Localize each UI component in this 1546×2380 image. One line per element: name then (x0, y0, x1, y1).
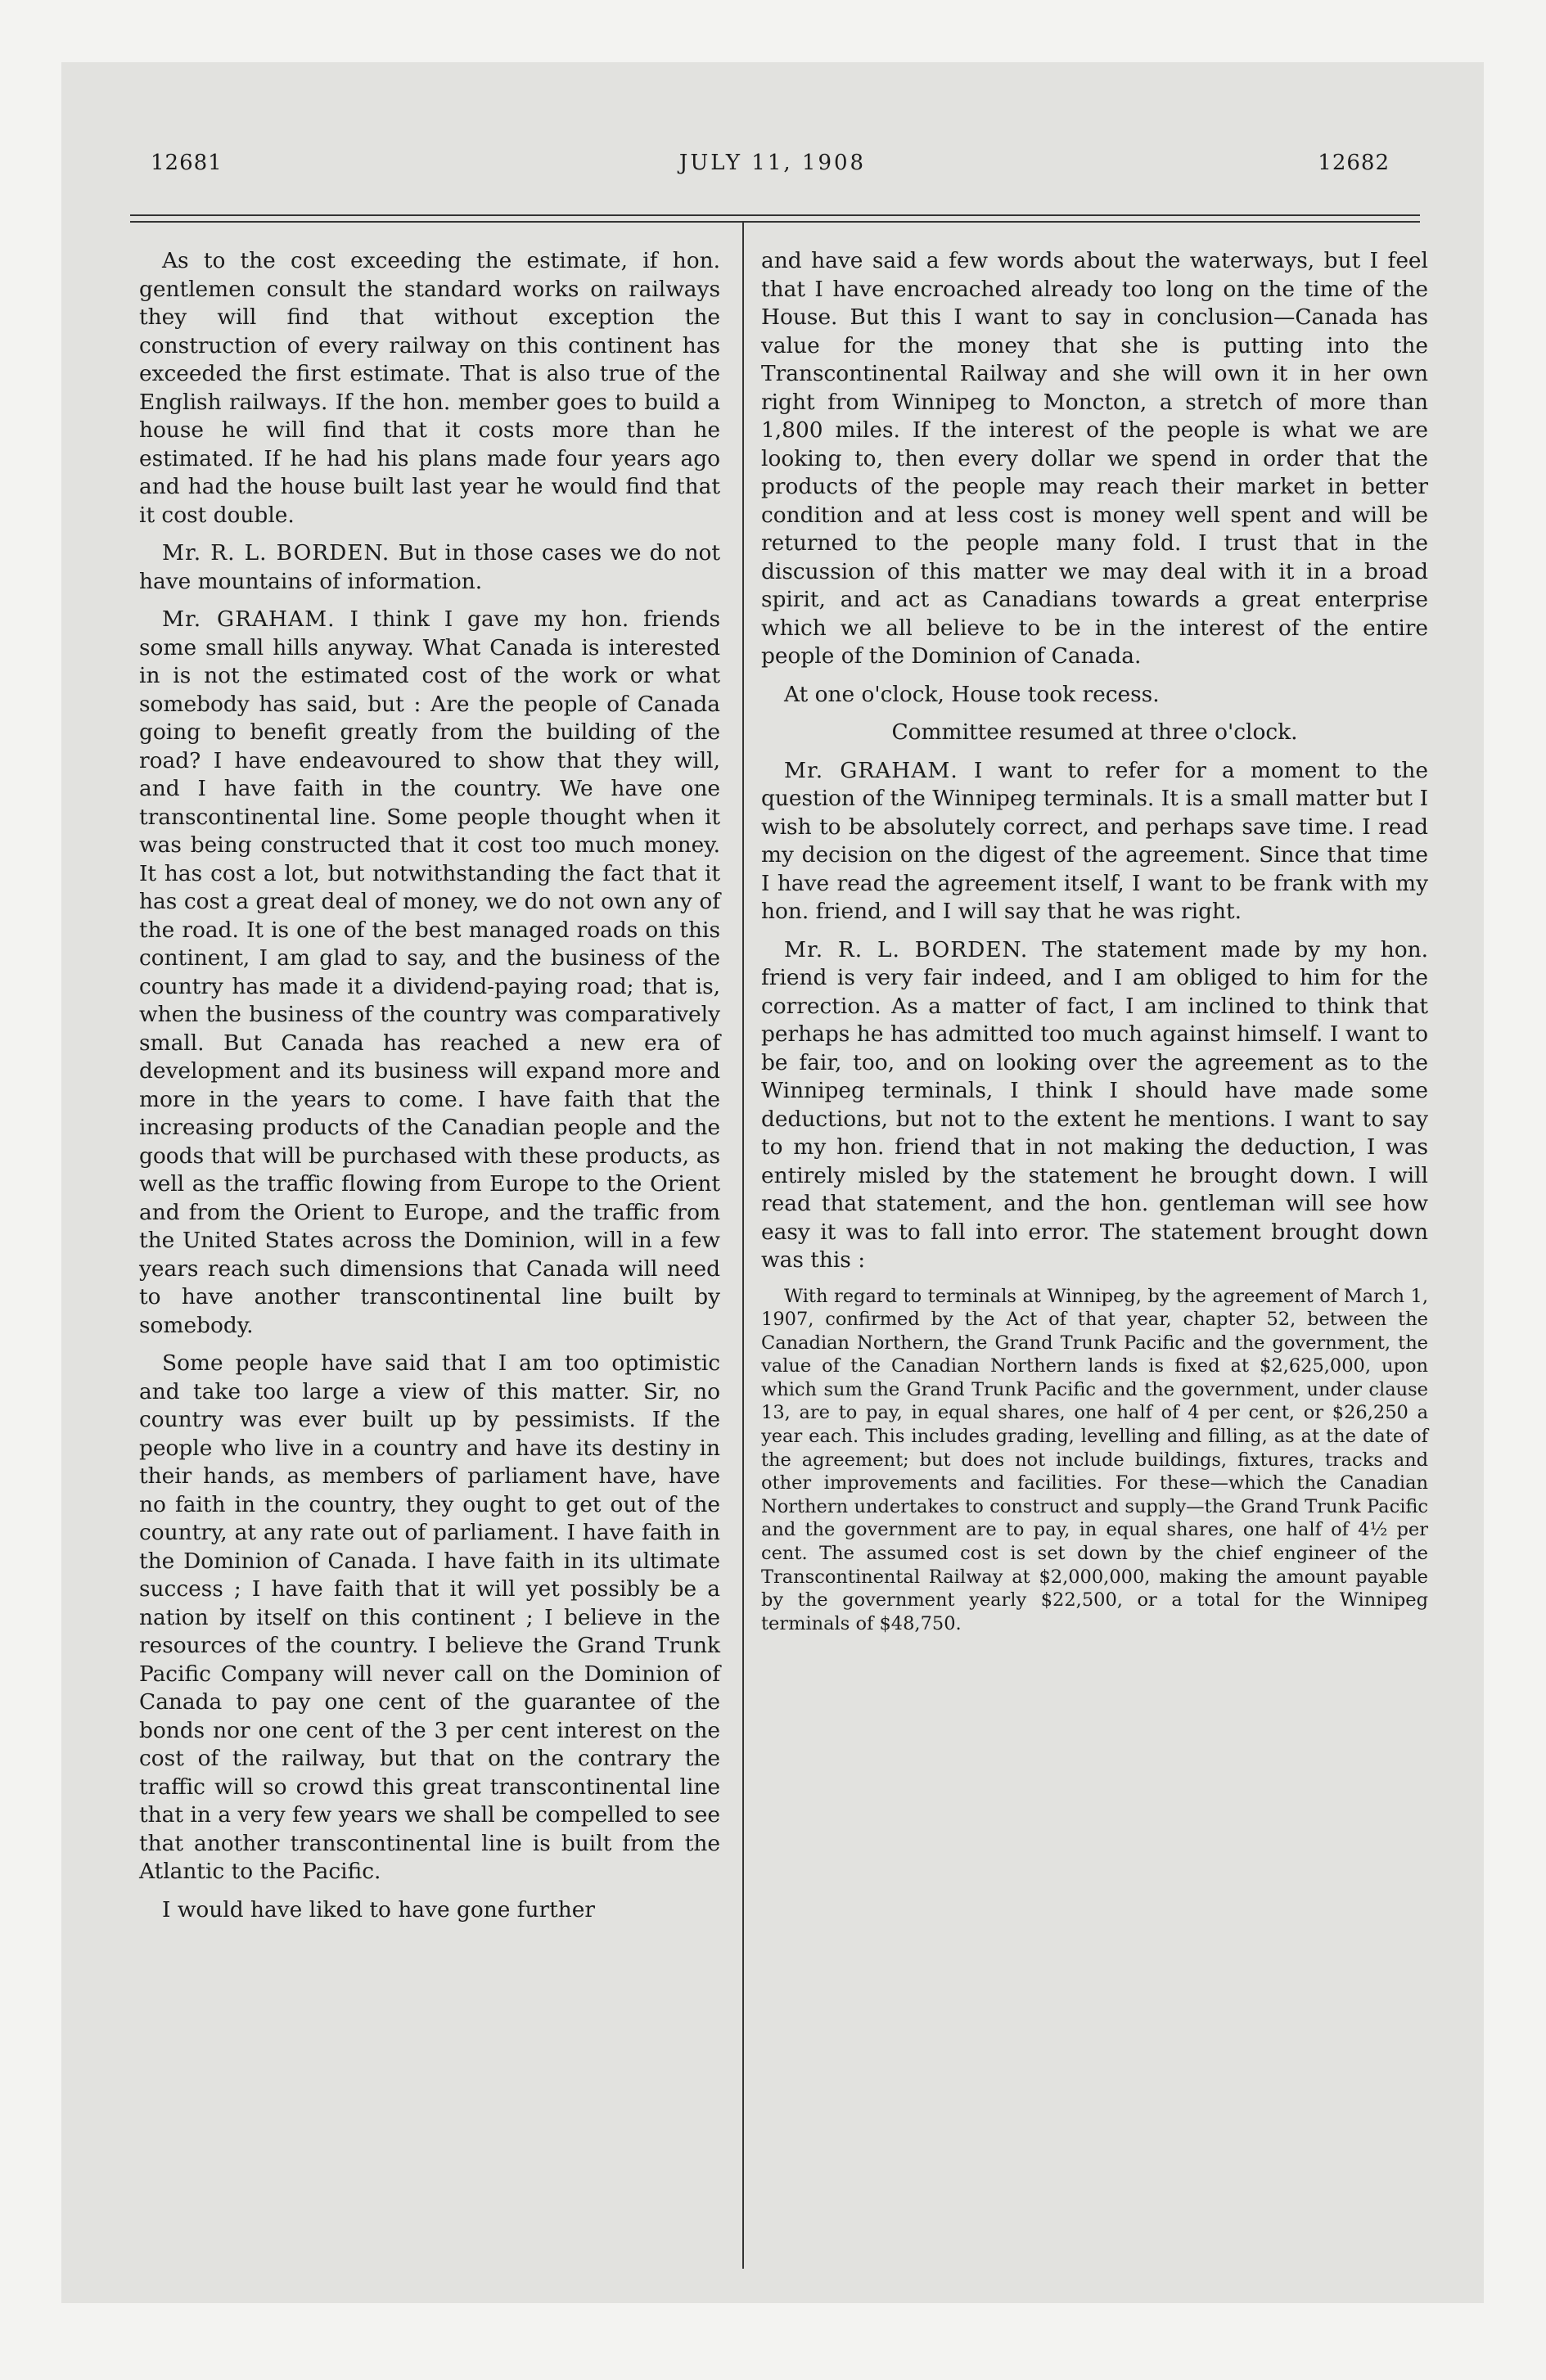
right-column (761, 247, 1428, 1645)
speech (139, 606, 720, 1340)
paragraph: Some people have said that I am too optimistic and take too large a view of this matter. Sir, no country was ever built up by pessimists. If the people who live in a country and have its destiny in their hands, as members of parliament have, have no faith in the country, they ought to get out of the country, at any rate out of parliament. I have faith in the Dominion of Canada. I have faith in its ultimate success ; I have faith that it will yet possibly be a nation by itself on this continent ; I believe in the resources of the country. I believe the Grand Trunk Pacific Company will never call on the Dominion of Canada to pay one cent of the guarantee of the bonds nor one cent of the 3 per cent interest on the cost of the railway, but that on the contrary the traffic will so crowd this great transcontinental line that in a very few years we shall be compelled to see that another transcontinental line is built from the Atlantic to the Pacific. (139, 1350, 720, 1884)
paragraph: and have said a few words about the waterways, but I feel that I have encroached already too long on the time of the House. But this I want to say in conclusion—Canada has value for the money that she is putting into the Transcontinental Railway and she will own it in her own right from Winnipeg to Moncton, a stretch of more than 1,800 miles. If the interest of the people is what we are looking to, then every dollar we spend in order that the products of the people may reach their market in better condition and at less cost is money well spent and will be returned to the people many fold. I trust that in the discussion of this matter we may deal with it in a broad spirit, and act as Canadians towards a great enterprise which we all believe to be in the interest of the entire people of the Dominion of Canada. (761, 248, 1428, 669)
speech (761, 936, 1428, 1275)
hansard-page (61, 62, 1484, 2303)
page-number-right: 12682 (1318, 151, 1390, 175)
page-header (61, 151, 1484, 183)
speech-text: I think I gave my hon. friends some small hills anyway. What Canada is interested in is not the estimated cost of the work or what somebody has said, but : Are the people of Canada going to benefit greatly from the building of the road? I have endeavoured to show that they will, and I have faith in the country. We have one transcontinental line. Some people thought when it was being constructed that it cost too much money. It has cost a lot, but notwithstanding the fact that it has cost a great deal of money, we do not own any of the road. It is one of the best managed roads on this continent, I am glad to say, and the business of the country has made it a dividend-paying road; that is, when the business of the country was comparatively small. But Canada has reached a new era of development and its business will expand more and more in the years to come. I have faith that the increasing products of the Canadian people and the goods that will be purchased with these products, as well as the traffic flowing from Europe to the Orient and from the Orient to Europe, and the traffic from the United States across the Dominion, will in a few years reach such dimensions that Canada will need to have another transcontinental line built by somebody. (139, 606, 721, 1338)
page-date: JULY 11, 1908 (678, 151, 867, 175)
speech-text: But in those cases we do not have mountains of information. (139, 540, 720, 594)
speaker-name: Mr. GRAHAM. (162, 606, 336, 632)
page-number-left: 12681 (151, 151, 223, 175)
column-divider (742, 223, 744, 2269)
speech-text: The statement made by my hon. friend is very fair indeed, and I am obliged to him for the correction. As a matter of fact, I am inclined to think that perhaps he has admitted too much against himself. I want to be fair, too, and on looking over the agreement as to the Winnipeg terminals, I think I should have made some deductions, but not to the extent he mentions. I want to say to my hon. friend that in not making the deduction, I was entirely misled by the statement he brought down. I will read that statement, and the hon. gentleman will see how easy it was to fall into error. The statement brought down was this : (761, 936, 1429, 1273)
speech (139, 539, 720, 596)
header-double-rule (130, 214, 1420, 223)
paragraph: I would have liked to have gone further (162, 1896, 595, 1922)
quoted-statement: With regard to terminals at Winnipeg, by the agreement of March 1, 1907, confirmed by the Act of that year, chapter 52, between the Canadian Northern, the Grand Trunk Pacific and the government, the value of the Canadian Northern lands is fixed at $2,625,000, upon which sum the Grand Trunk Pacific and the government, under clause 13, are to pay, in equal shares, one half of 4 per cent, or $26,250 a year each. This includes grading, levelling and filling, as at the date of the agreement; but does not include buildings, fixtures, tracks and other improvements and facilities. For these—which the Canadian Northern undertakes to construct and supply—the Grand Trunk Pacific and the government are to pay, in equal shares, one half of 4½ per cent. The assumed cost is set down by the chief engineer of the Transcontinental Railway at $2,000,000, making the amount payable by the government yearly $22,500, or a total for the Winnipeg terminals of $48,750. (761, 1285, 1428, 1634)
paragraph: As to the cost exceeding the estimate, if hon. gentlemen consult the standard works on railways they will find that without exception the construction of every railway on this continent has exceeded the first estimate. That is also true of the English railways. If the hon. member goes to build a house he will find that it costs more than he estimated. If he had his plans made four years ago and had the house built last year he would find that it cost double. (139, 248, 720, 528)
resume-note: Committee resumed at three o'clock. (891, 719, 1298, 745)
speaker-name: Mr. R. L. BORDEN. (162, 540, 390, 566)
left-column (139, 247, 720, 1934)
speaker-name: Mr. GRAHAM. (784, 757, 958, 783)
speaker-name: Mr. R. L. BORDEN. (784, 936, 1029, 962)
speech (761, 757, 1428, 926)
recess-note: At one o'clock, House took recess. (784, 681, 1160, 707)
speech-text: I want to refer for a moment to the question of the Winnipeg terminals. It is a small matter but I wish to be absolutely correct, and perhaps save time. I read my decision on the digest of the agreement. Since that time I have read the agreement itself, I want to be frank with my hon. friend, and I will say that he was right. (761, 757, 1428, 924)
